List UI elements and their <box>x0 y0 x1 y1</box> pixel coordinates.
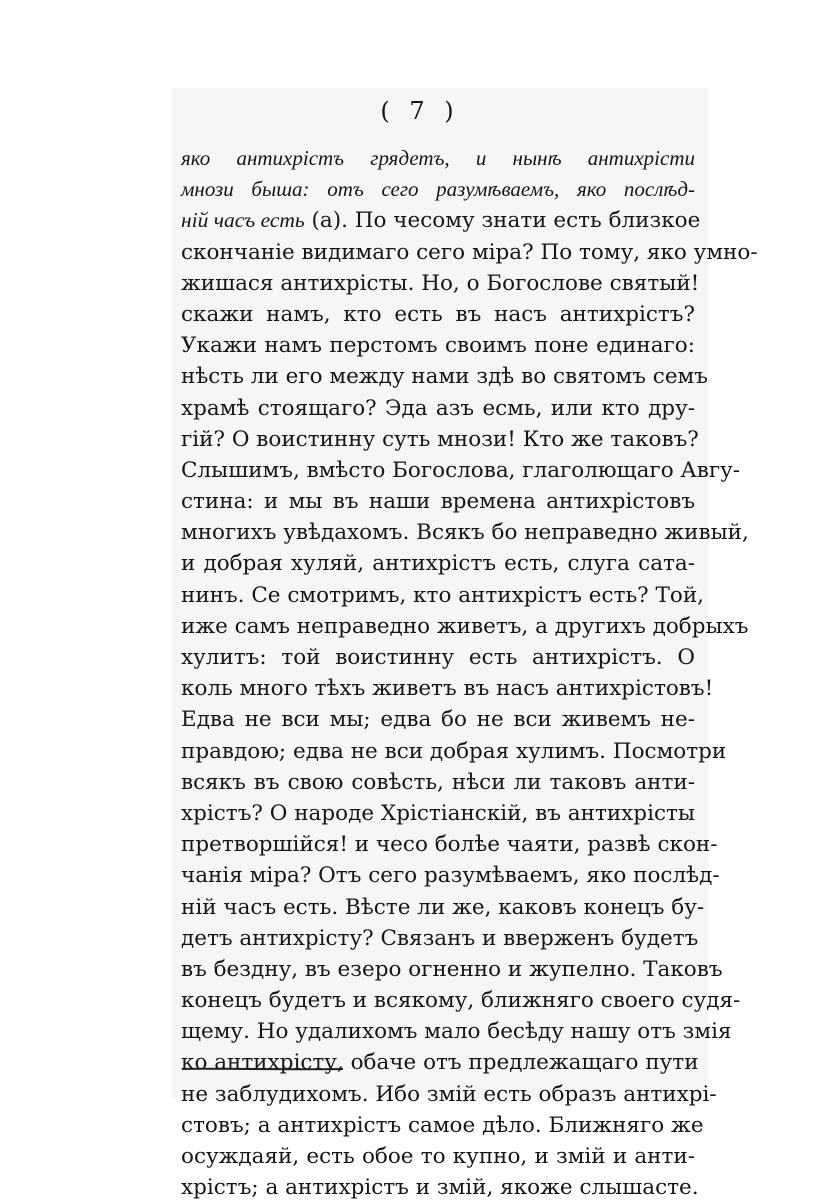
text-line-8: нѣсть ли его между нами здѣ во святомъ семъ <box>181 364 708 390</box>
text-line-11: Слышимъ, вмѣсто Богослова, глаголющаго Авгу- <box>181 457 741 483</box>
text-line-23: претворшійся! и чесо болѣе чаяти, развѣ скон- <box>181 832 718 858</box>
text-line-9: храмѣ стоящаго? Эда азъ есмь, или кто дру- <box>181 395 695 421</box>
text-line-28: конецъ будетъ и всякому, ближняго своего судя- <box>181 988 741 1014</box>
text-line-3-rest: (а). По чесому знати есть близкое <box>304 208 701 234</box>
text-line-16: иже самъ неправедно живетъ, а другихъ добрыхъ <box>181 613 749 639</box>
text-line-25: ній часъ есть. Вѣсте ли же, каковъ конецъ бу- <box>181 894 705 920</box>
text-line-10: гій? О воистинну суть мнози! Кто же таковъ? <box>181 426 699 452</box>
body-text <box>181 143 758 1203</box>
text-line-33: осуждаяй, есть обое то купно, и змій и анти- <box>181 1144 695 1169</box>
text-line-6: скажи намъ, кто есть въ насъ антихрістъ? <box>181 301 695 327</box>
text-line-18: коль много тѣхъ живетъ въ насъ антихрістовъ! <box>181 676 714 702</box>
text-line-19: Едва не вси мы; едва бо не вси живемъ не- <box>181 707 695 733</box>
page-number: ( 7 ) <box>380 97 460 125</box>
text-line-12: стина: и мы въ наши времена антихрістовъ <box>181 489 695 515</box>
text-line-26: детъ антихрісту? Связанъ и вверженъ будетъ <box>181 925 699 951</box>
text-line-1: яко антихрістъ грядетъ, и нынѣ антихрісти <box>181 146 695 170</box>
text-line-34: хрістъ; а антихрістъ и змій, якоже слышасте. <box>181 1175 699 1201</box>
text-line-15: нинъ. Се смотримъ, кто антихрістъ есть? Той, <box>181 582 704 608</box>
text-line-20: правдою; едва не вси добрая хулимъ. Посмотри <box>181 738 727 764</box>
text-line-31: не заблудихомъ. Ибо змій есть образъ антихрі- <box>181 1081 717 1107</box>
text-line-3-italic: ній часъ есть <box>181 208 305 233</box>
text-line-21: всякъ въ свою совѣсть, нѣси ли таковъ анти- <box>181 769 695 795</box>
handwritten-underline <box>180 1067 345 1071</box>
text-line-22: хрістъ? О народе Хрістіанскій, въ антихрісты <box>181 800 695 826</box>
text-line-30: ко антихрісту, обаче отъ предлежащаго пути <box>181 1050 699 1076</box>
text-line-17: хулитъ: той воистинну есть антихрістъ. О <box>181 645 695 670</box>
text-line-27: въ бездну, въ езеро огненно и жупелно. Таковъ <box>181 956 723 982</box>
text-line-29: щему. Но удалихомъ мало бесѣду нашу отъ змія <box>181 1019 732 1045</box>
text-line-13: многихъ увѣдахомъ. Всякъ бо неправедно живый, <box>181 520 749 546</box>
text-line-14: и добрая хуляй, антихрістъ есть, слуга сата- <box>181 551 695 577</box>
text-line-24: чанія міра? Отъ сего разумѣваемъ, яко послѣд- <box>181 863 720 889</box>
text-line-4: скончаніе видимаго сего міра? По тому, яко умно- <box>181 239 758 265</box>
text-line-5: жишася антихрісты. Но, о Богослове святый! <box>181 270 700 296</box>
text-line-32: стовъ; а антихрістъ самое дѣло. Ближняго же <box>181 1112 704 1138</box>
text-line-2: мнози быша: отъ сего разумѣваемъ, яко послѣд- <box>181 177 695 202</box>
text-line-7: Укажи намъ перстомъ своимъ поне единаго: <box>181 333 695 359</box>
text-line-3 <box>181 205 701 236</box>
